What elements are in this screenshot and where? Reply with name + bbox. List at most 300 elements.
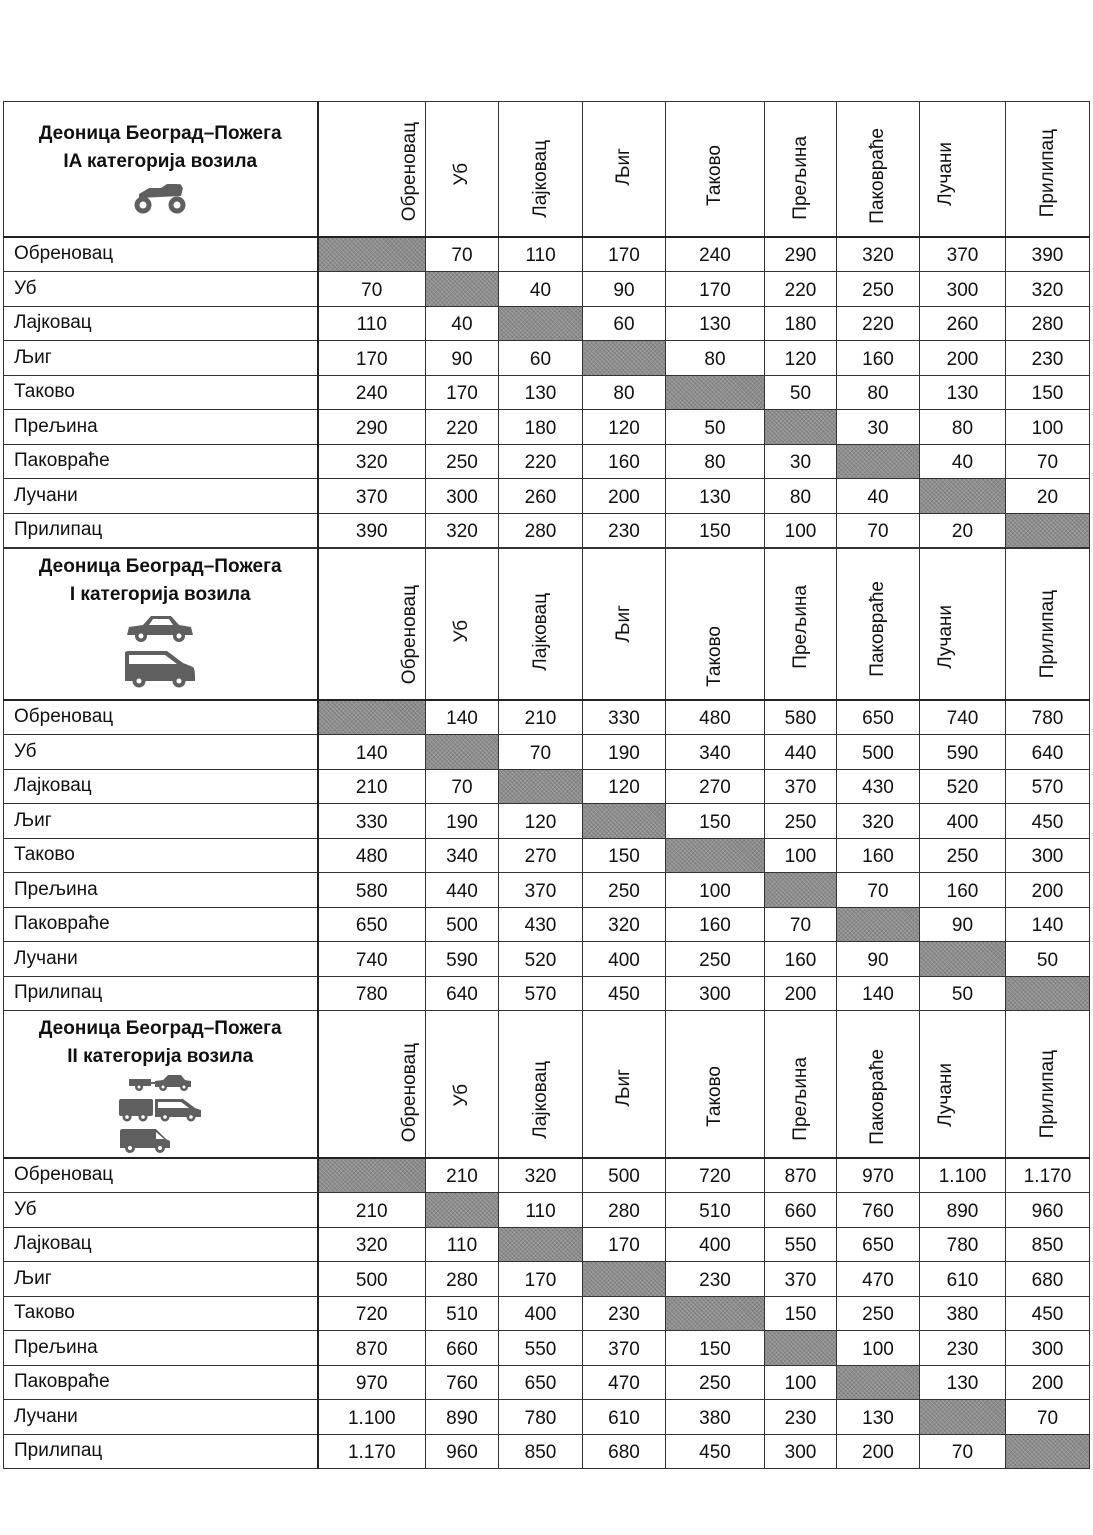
price-cell: 440 xyxy=(765,735,837,770)
table-row xyxy=(4,272,1090,307)
price-cell: 40 xyxy=(920,444,1006,479)
price-cell: 130 xyxy=(837,1400,920,1435)
table-row xyxy=(4,410,1090,445)
price-cell: 300 xyxy=(1006,1331,1090,1366)
price-cell: 380 xyxy=(666,1400,765,1435)
price-cell: 470 xyxy=(583,1365,666,1400)
price-cell: 90 xyxy=(583,272,666,307)
price-cell: 400 xyxy=(666,1227,765,1262)
price-cell: 250 xyxy=(837,1296,920,1331)
price-cell: 190 xyxy=(426,804,499,839)
price-cell: 70 xyxy=(765,907,837,942)
price-cell: 60 xyxy=(583,306,666,341)
price-cell: 300 xyxy=(426,479,499,514)
price-cell: 120 xyxy=(583,769,666,804)
price-cell: 130 xyxy=(666,306,765,341)
price-cell: 580 xyxy=(765,700,837,735)
diagonal-cell xyxy=(499,1227,583,1262)
price-cell: 130 xyxy=(920,375,1006,410)
price-cell: 660 xyxy=(426,1331,499,1366)
row-label: Прилипац xyxy=(4,1434,318,1469)
diagonal-cell xyxy=(1006,513,1090,548)
price-cell: 480 xyxy=(318,838,426,873)
price-cell: 250 xyxy=(920,838,1006,873)
section-title: Деоница Београд–Пожега xyxy=(38,123,282,144)
row-label: Лучани xyxy=(4,479,318,514)
price-cell: 570 xyxy=(1006,769,1090,804)
price-cell: 70 xyxy=(318,272,426,307)
price-cell: 390 xyxy=(318,513,426,548)
price-cell: 590 xyxy=(426,942,499,977)
price-cell: 550 xyxy=(765,1227,837,1262)
price-cell: 650 xyxy=(318,907,426,942)
price-cell: 70 xyxy=(837,873,920,908)
price-cell: 240 xyxy=(666,237,765,272)
price-cell: 430 xyxy=(837,769,920,804)
price-cell: 100 xyxy=(765,513,837,548)
table-row xyxy=(4,700,1090,735)
price-cell: 320 xyxy=(318,1227,426,1262)
price-cell: 520 xyxy=(920,769,1006,804)
price-cell: 960 xyxy=(426,1434,499,1469)
price-cell: 200 xyxy=(837,1434,920,1469)
price-cell: 320 xyxy=(583,907,666,942)
price-cell: 610 xyxy=(583,1400,666,1435)
diagonal-cell xyxy=(765,1331,837,1366)
price-cell: 110 xyxy=(318,306,426,341)
table-row xyxy=(4,976,1090,1011)
van-with-trailer-icon xyxy=(117,1096,203,1124)
price-cell: 440 xyxy=(426,873,499,908)
price-cell: 20 xyxy=(1006,479,1090,514)
price-cell: 160 xyxy=(666,907,765,942)
price-cell: 230 xyxy=(583,513,666,548)
price-cell: 150 xyxy=(666,513,765,548)
price-cell: 200 xyxy=(920,341,1006,376)
diagonal-cell xyxy=(666,1296,765,1331)
price-cell: 160 xyxy=(765,942,837,977)
price-cell: 90 xyxy=(920,907,1006,942)
table-row xyxy=(4,735,1090,770)
price-cell: 300 xyxy=(666,976,765,1011)
motorcycle-icon xyxy=(131,180,189,214)
price-cell: 330 xyxy=(318,804,426,839)
column-header: Уб xyxy=(426,549,499,700)
table-row xyxy=(4,1158,1090,1193)
column-header: Лучани xyxy=(920,1011,1006,1158)
price-cell: 450 xyxy=(1006,804,1090,839)
price-cell: 270 xyxy=(666,769,765,804)
price-cell: 500 xyxy=(583,1158,666,1193)
price-cell: 780 xyxy=(318,976,426,1011)
diagonal-cell xyxy=(583,804,666,839)
price-cell: 180 xyxy=(499,410,583,445)
price-cell: 250 xyxy=(583,873,666,908)
row-label: Лајковац xyxy=(4,1227,318,1262)
section-title: Деоница Београд–Пожега xyxy=(38,556,282,577)
column-header: Прилипац xyxy=(1006,549,1090,700)
diagonal-cell xyxy=(920,479,1006,514)
price-cell: 660 xyxy=(765,1193,837,1228)
price-cell: 250 xyxy=(765,804,837,839)
price-cell: 280 xyxy=(1006,306,1090,341)
price-cell: 850 xyxy=(499,1434,583,1469)
price-cell: 250 xyxy=(426,444,499,479)
column-header: Лајковац xyxy=(499,549,583,700)
price-cell: 50 xyxy=(666,410,765,445)
price-cell: 60 xyxy=(499,341,583,376)
price-cell: 30 xyxy=(765,444,837,479)
table-row xyxy=(4,1400,1090,1435)
table-row xyxy=(4,479,1090,514)
table-row xyxy=(4,942,1090,977)
table-row xyxy=(4,1365,1090,1400)
diagonal-cell xyxy=(765,410,837,445)
price-cell: 150 xyxy=(666,1331,765,1366)
price-cell: 370 xyxy=(765,769,837,804)
car-icon xyxy=(125,613,195,643)
price-cell: 80 xyxy=(920,410,1006,445)
table-row xyxy=(4,306,1090,341)
price-cell: 370 xyxy=(318,479,426,514)
price-cell: 130 xyxy=(666,479,765,514)
diagonal-cell xyxy=(499,769,583,804)
diagonal-cell xyxy=(837,1365,920,1400)
price-cell: 550 xyxy=(499,1331,583,1366)
price-cell: 450 xyxy=(1006,1296,1090,1331)
price-cell: 450 xyxy=(583,976,666,1011)
row-label: Паковраће xyxy=(4,907,318,942)
price-cell: 500 xyxy=(837,735,920,770)
price-cell: 450 xyxy=(666,1434,765,1469)
diagonal-cell xyxy=(666,838,765,873)
table-row xyxy=(4,1193,1090,1228)
price-cell: 70 xyxy=(499,735,583,770)
diagonal-cell xyxy=(1006,1434,1090,1469)
price-cell: 780 xyxy=(499,1400,583,1435)
column-header: Паковраће xyxy=(837,1011,920,1158)
price-cell: 640 xyxy=(426,976,499,1011)
price-cell: 100 xyxy=(765,838,837,873)
row-label: Прељина xyxy=(4,1331,318,1366)
diagonal-cell xyxy=(583,1262,666,1297)
price-cell: 100 xyxy=(666,873,765,908)
column-header: Прилипац xyxy=(1006,1011,1090,1158)
row-label: Паковраће xyxy=(4,1365,318,1400)
price-cell: 220 xyxy=(426,410,499,445)
price-cell: 50 xyxy=(1006,942,1090,977)
row-label: Лајковац xyxy=(4,769,318,804)
price-cell: 510 xyxy=(426,1296,499,1331)
category-title: IA категорија возила xyxy=(63,151,258,172)
row-label: Лучани xyxy=(4,1400,318,1435)
price-cell: 210 xyxy=(499,700,583,735)
price-cell: 300 xyxy=(1006,838,1090,873)
price-cell: 290 xyxy=(318,410,426,445)
row-label: Прељина xyxy=(4,410,318,445)
price-cell: 370 xyxy=(920,237,1006,272)
diagonal-cell xyxy=(318,1158,426,1193)
column-header: Лајковац xyxy=(499,102,583,237)
column-header: Таково xyxy=(666,549,765,700)
row-label: Обреновац xyxy=(4,1158,318,1193)
price-cell: 160 xyxy=(920,873,1006,908)
price-cell: 250 xyxy=(666,1365,765,1400)
table-title xyxy=(4,1011,318,1158)
price-cell: 500 xyxy=(426,907,499,942)
diagonal-cell xyxy=(499,306,583,341)
price-cell: 190 xyxy=(583,735,666,770)
row-label: Прељина xyxy=(4,873,318,908)
price-cell: 220 xyxy=(765,272,837,307)
price-cell: 430 xyxy=(499,907,583,942)
price-cell: 130 xyxy=(920,1365,1006,1400)
toll-table-ii xyxy=(3,1010,1090,1469)
price-cell: 230 xyxy=(765,1400,837,1435)
price-cell: 400 xyxy=(920,804,1006,839)
table-title xyxy=(4,102,318,237)
price-cell: 110 xyxy=(426,1227,499,1262)
column-header: Прилипац xyxy=(1006,102,1090,237)
row-label: Обреновац xyxy=(4,237,318,272)
price-cell: 280 xyxy=(426,1262,499,1297)
price-cell: 970 xyxy=(318,1365,426,1400)
price-cell: 580 xyxy=(318,873,426,908)
price-cell: 200 xyxy=(765,976,837,1011)
price-cell: 240 xyxy=(318,375,426,410)
column-header: Паковраће xyxy=(837,549,920,700)
price-cell: 250 xyxy=(837,272,920,307)
row-label: Љиг xyxy=(4,341,318,376)
price-cell: 50 xyxy=(765,375,837,410)
row-label: Љиг xyxy=(4,804,318,839)
price-cell: 150 xyxy=(666,804,765,839)
price-cell: 640 xyxy=(1006,735,1090,770)
price-cell: 680 xyxy=(583,1434,666,1469)
table-row xyxy=(4,1262,1090,1297)
section-title: Деоница Београд–Пожега xyxy=(38,1018,282,1039)
price-cell: 20 xyxy=(920,513,1006,548)
price-cell: 90 xyxy=(426,341,499,376)
price-cell: 740 xyxy=(920,700,1006,735)
price-cell: 70 xyxy=(1006,1400,1090,1435)
price-cell: 160 xyxy=(837,838,920,873)
price-cell: 320 xyxy=(318,444,426,479)
price-cell: 200 xyxy=(1006,873,1090,908)
table-row xyxy=(4,873,1090,908)
table-row xyxy=(4,237,1090,272)
row-label: Таково xyxy=(4,1296,318,1331)
column-header: Љиг xyxy=(583,549,666,700)
price-cell: 170 xyxy=(666,272,765,307)
price-cell: 650 xyxy=(499,1365,583,1400)
price-cell: 760 xyxy=(426,1365,499,1400)
column-header: Паковраће xyxy=(837,102,920,237)
price-cell: 290 xyxy=(765,237,837,272)
column-header: Таково xyxy=(666,1011,765,1158)
price-cell: 230 xyxy=(1006,341,1090,376)
price-cell: 220 xyxy=(837,306,920,341)
table-row xyxy=(4,341,1090,376)
price-cell: 340 xyxy=(426,838,499,873)
price-cell: 610 xyxy=(920,1262,1006,1297)
price-cell: 100 xyxy=(1006,410,1090,445)
table-row xyxy=(4,804,1090,839)
price-cell: 870 xyxy=(765,1158,837,1193)
price-cell: 100 xyxy=(837,1331,920,1366)
price-cell: 100 xyxy=(765,1365,837,1400)
price-cell: 140 xyxy=(837,976,920,1011)
price-cell: 850 xyxy=(1006,1227,1090,1262)
price-cell: 150 xyxy=(765,1296,837,1331)
price-cell: 500 xyxy=(318,1262,426,1297)
price-cell: 510 xyxy=(666,1193,765,1228)
table-row xyxy=(4,838,1090,873)
diagonal-cell xyxy=(426,735,499,770)
price-cell: 210 xyxy=(318,1193,426,1228)
price-cell: 230 xyxy=(920,1331,1006,1366)
price-cell: 70 xyxy=(837,513,920,548)
price-cell: 110 xyxy=(499,1193,583,1228)
column-header: Љиг xyxy=(583,102,666,237)
price-cell: 140 xyxy=(426,700,499,735)
price-cell: 480 xyxy=(666,700,765,735)
price-cell: 320 xyxy=(837,237,920,272)
table-row xyxy=(4,444,1090,479)
column-header: Лучани xyxy=(920,102,1006,237)
price-cell: 470 xyxy=(837,1262,920,1297)
toll-table-ia xyxy=(3,101,1090,548)
row-label: Љиг xyxy=(4,1262,318,1297)
price-cell: 340 xyxy=(666,735,765,770)
price-cell: 1.170 xyxy=(318,1434,426,1469)
column-header: Прељина xyxy=(765,102,837,237)
row-label: Прилипац xyxy=(4,513,318,548)
price-cell: 720 xyxy=(666,1158,765,1193)
column-header: Љиг xyxy=(583,1011,666,1158)
price-cell: 150 xyxy=(583,838,666,873)
price-cell: 1.170 xyxy=(1006,1158,1090,1193)
row-label: Таково xyxy=(4,838,318,873)
row-label: Уб xyxy=(4,1193,318,1228)
column-header: Прељина xyxy=(765,1011,837,1158)
row-label: Уб xyxy=(4,735,318,770)
price-cell: 170 xyxy=(318,341,426,376)
price-cell: 970 xyxy=(837,1158,920,1193)
price-cell: 110 xyxy=(499,237,583,272)
column-header: Уб xyxy=(426,1011,499,1158)
price-cell: 720 xyxy=(318,1296,426,1331)
price-cell: 70 xyxy=(426,237,499,272)
price-cell: 650 xyxy=(837,700,920,735)
price-cell: 250 xyxy=(666,942,765,977)
table-row xyxy=(4,769,1090,804)
table-row xyxy=(4,1296,1090,1331)
table-row xyxy=(4,1227,1090,1262)
table-row xyxy=(4,1434,1090,1469)
price-cell: 170 xyxy=(426,375,499,410)
price-cell: 370 xyxy=(499,873,583,908)
row-label: Обреновац xyxy=(4,700,318,735)
row-label: Паковраће xyxy=(4,444,318,479)
diagonal-cell xyxy=(426,272,499,307)
row-label: Таково xyxy=(4,375,318,410)
price-cell: 320 xyxy=(837,804,920,839)
price-cell: 1.100 xyxy=(318,1400,426,1435)
price-cell: 180 xyxy=(765,306,837,341)
price-cell: 90 xyxy=(837,942,920,977)
price-cell: 120 xyxy=(583,410,666,445)
column-header: Лучани xyxy=(920,549,1006,700)
price-cell: 30 xyxy=(837,410,920,445)
price-cell: 160 xyxy=(837,341,920,376)
price-cell: 230 xyxy=(583,1296,666,1331)
price-cell: 260 xyxy=(499,479,583,514)
price-cell: 960 xyxy=(1006,1193,1090,1228)
diagonal-cell xyxy=(837,907,920,942)
price-cell: 120 xyxy=(765,341,837,376)
price-cell: 170 xyxy=(499,1262,583,1297)
column-header: Обреновац xyxy=(318,102,426,237)
price-cell: 320 xyxy=(1006,272,1090,307)
diagonal-cell xyxy=(583,341,666,376)
price-cell: 280 xyxy=(499,513,583,548)
price-cell: 740 xyxy=(318,942,426,977)
price-cell: 80 xyxy=(583,375,666,410)
diagonal-cell xyxy=(1006,976,1090,1011)
price-cell: 80 xyxy=(837,375,920,410)
price-cell: 870 xyxy=(318,1331,426,1366)
price-cell: 300 xyxy=(920,272,1006,307)
category-title: II категорија возила xyxy=(67,1046,254,1067)
price-cell: 370 xyxy=(765,1262,837,1297)
price-cell: 130 xyxy=(499,375,583,410)
price-cell: 390 xyxy=(1006,237,1090,272)
price-cell: 400 xyxy=(583,942,666,977)
price-cell: 280 xyxy=(583,1193,666,1228)
van-icon xyxy=(123,649,197,689)
price-cell: 890 xyxy=(426,1400,499,1435)
price-cell: 70 xyxy=(1006,444,1090,479)
column-header: Обреновац xyxy=(318,1011,426,1158)
row-label: Лучани xyxy=(4,942,318,977)
price-cell: 140 xyxy=(318,735,426,770)
price-cell: 40 xyxy=(499,272,583,307)
table-row xyxy=(4,1331,1090,1366)
price-cell: 780 xyxy=(920,1227,1006,1262)
table-row xyxy=(4,907,1090,942)
row-label: Прилипац xyxy=(4,976,318,1011)
row-label: Уб xyxy=(4,272,318,307)
price-cell: 80 xyxy=(666,341,765,376)
price-cell: 140 xyxy=(1006,907,1090,942)
price-cell: 160 xyxy=(583,444,666,479)
table-row xyxy=(4,375,1090,410)
price-cell: 320 xyxy=(499,1158,583,1193)
price-cell: 120 xyxy=(499,804,583,839)
diagonal-cell xyxy=(318,237,426,272)
price-cell: 300 xyxy=(765,1434,837,1469)
price-cell: 170 xyxy=(583,1227,666,1262)
diagonal-cell xyxy=(426,1193,499,1228)
price-cell: 150 xyxy=(1006,375,1090,410)
price-cell: 590 xyxy=(920,735,1006,770)
price-cell: 890 xyxy=(920,1193,1006,1228)
price-cell: 70 xyxy=(920,1434,1006,1469)
price-cell: 270 xyxy=(499,838,583,873)
category-title: I категорија возила xyxy=(69,584,251,605)
column-header: Обреновац xyxy=(318,549,426,700)
